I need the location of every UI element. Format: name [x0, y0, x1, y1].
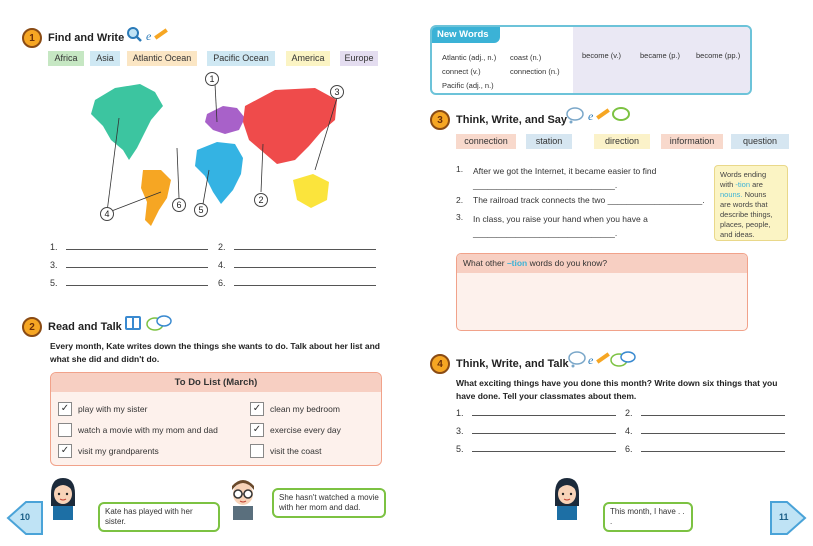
word-chip: connection [456, 134, 516, 149]
continent-chip: Pacific Ocean [207, 51, 275, 66]
word-chip: direction [594, 134, 650, 149]
vocab-word: coast (n.) [510, 53, 542, 62]
map-callout: 3 [330, 85, 344, 99]
boy-avatar [227, 476, 259, 525]
instruction-text: What exciting things have you done this month? Write down six things that you have done. Tell your classmates about them. [456, 378, 778, 401]
todo-item: watch a movie with my mom and dad [78, 425, 218, 435]
map-callout: 1 [205, 72, 219, 86]
sentence-number: 1. [456, 164, 464, 174]
section-number-badge [22, 28, 42, 48]
vocab-word: connection (n.) [510, 67, 560, 76]
instruction-text: Every month, Kate writes down the things she wants to do. Talk about her list and what she did and didn't do. [50, 341, 380, 364]
section-number: 3 [437, 114, 443, 126]
answer-line[interactable]: 4. [218, 260, 376, 270]
speech-bubble [272, 488, 386, 518]
continent-chip: Africa [48, 51, 84, 66]
todo-checkbox[interactable]: ✓ [58, 402, 72, 416]
speech-bubble-line: with her mom and dad. [279, 503, 361, 512]
answer-line[interactable]: 3. [50, 260, 208, 270]
continent-chip: America [286, 51, 330, 66]
todo-checkbox[interactable]: ✓ [250, 402, 264, 416]
section-title: Think, Write, and Say [456, 114, 568, 126]
todo-checkbox[interactable]: ✓ [58, 444, 72, 458]
map-callout: 6 [172, 198, 186, 212]
pencil-icon [146, 26, 168, 49]
section-number: 2 [29, 321, 35, 333]
todo-item: clean my bedroom [270, 404, 340, 414]
sentence-1[interactable]: After we got the Internet, it became easier to find ______________________________. [473, 166, 657, 190]
section-title: Read and Talk [48, 321, 122, 333]
speech-bubbles-icon [146, 314, 172, 337]
continent-chip: Europe [340, 51, 378, 66]
pencil-icon [588, 350, 610, 373]
vocab-word: become (v.) [582, 51, 622, 60]
todo-item: exercise every day [270, 425, 341, 435]
speech-bubbles-icon [610, 350, 636, 373]
todo-item: play with my sister [78, 404, 148, 414]
answer-line[interactable]: 4. [625, 426, 785, 436]
map-callout: 5 [194, 203, 208, 217]
answer-line[interactable]: 6. [625, 444, 785, 454]
sentence-3[interactable]: In class, you raise your hand when you have a ______________________________. [473, 214, 648, 238]
map-callout: 2 [254, 193, 268, 207]
sentence-number: 3. [456, 212, 464, 222]
vocab-word: Pacific (adj., n.) [442, 81, 494, 90]
section-number: 1 [29, 32, 35, 44]
vocab-word: connect (v.) [442, 67, 481, 76]
new-words-box [430, 25, 752, 95]
page-number: 11 [779, 512, 789, 522]
todo-checkbox[interactable]: ✓ [250, 423, 264, 437]
map-callout: 4 [100, 207, 114, 221]
vocab-word: became (p.) [640, 51, 681, 60]
vocab-word: become (pp.) [696, 51, 741, 60]
answer-line[interactable]: 1. [50, 242, 208, 252]
section-number-badge [22, 317, 42, 337]
section-number: 4 [437, 358, 443, 370]
section-title: Think, Write, and Talk [456, 358, 569, 370]
section-number-badge [430, 110, 450, 130]
todo-checkbox[interactable] [58, 423, 72, 437]
answer-line[interactable]: 3. [456, 426, 616, 436]
svg-text:e: e [588, 109, 594, 123]
svg-text:e: e [588, 353, 594, 367]
new-words-col1 [442, 51, 496, 93]
speech-bubble: Kate has played with her sister. [98, 502, 220, 532]
word-chip: information [661, 134, 723, 149]
answer-line[interactable]: 2. [625, 408, 785, 418]
thought-bubble-icon [566, 106, 584, 129]
continent-chip: Asia [90, 51, 120, 66]
page-number: 10 [20, 512, 31, 522]
word-chip: question [731, 134, 789, 149]
answer-line[interactable]: 6. [218, 278, 376, 288]
todo-item: visit my grandparents [78, 446, 159, 456]
magnifier-icon [126, 26, 142, 47]
tion-words-prompt: What other –tion words do you know? [457, 254, 747, 273]
answer-line[interactable]: 5. [50, 278, 208, 288]
new-words-col2 [510, 51, 560, 79]
answer-line[interactable]: 5. [456, 444, 616, 454]
girl-avatar [48, 476, 78, 525]
thought-bubble-icon [568, 350, 586, 373]
sentence-number: 2. [456, 195, 464, 205]
speech-bubble-icon [612, 106, 630, 129]
vocab-word: Atlantic (adj., n.) [442, 53, 497, 62]
todo-checkbox[interactable] [250, 444, 264, 458]
tion-words-box[interactable] [456, 253, 748, 331]
section-number-badge [430, 354, 450, 374]
grammar-note: Words ending with -tion are nouns. Nouns are words that describe things, places, people, and ideas. [714, 165, 788, 241]
svg-text:e: e [146, 29, 152, 43]
section-title: Find and Write [48, 32, 125, 44]
word-chip: station [526, 134, 572, 149]
speech-bubble: This month, I have . . . [603, 502, 693, 532]
new-words-title: New Words [432, 27, 500, 43]
todo-item: visit the coast [270, 446, 322, 456]
girl-avatar [552, 476, 582, 525]
todo-list-title: To Do List (March) [51, 373, 381, 392]
sentence-2[interactable]: The railroad track connects the two ____________________. [473, 195, 705, 205]
book-icon [124, 314, 142, 337]
continent-chip: Atlantic Ocean [127, 51, 197, 66]
answer-line[interactable]: 1. [456, 408, 616, 418]
world-map [85, 70, 355, 235]
speech-bubble-line: She hasn't watched a movie [279, 493, 379, 502]
pencil-icon [588, 106, 610, 129]
answer-line[interactable]: 2. [218, 242, 376, 252]
